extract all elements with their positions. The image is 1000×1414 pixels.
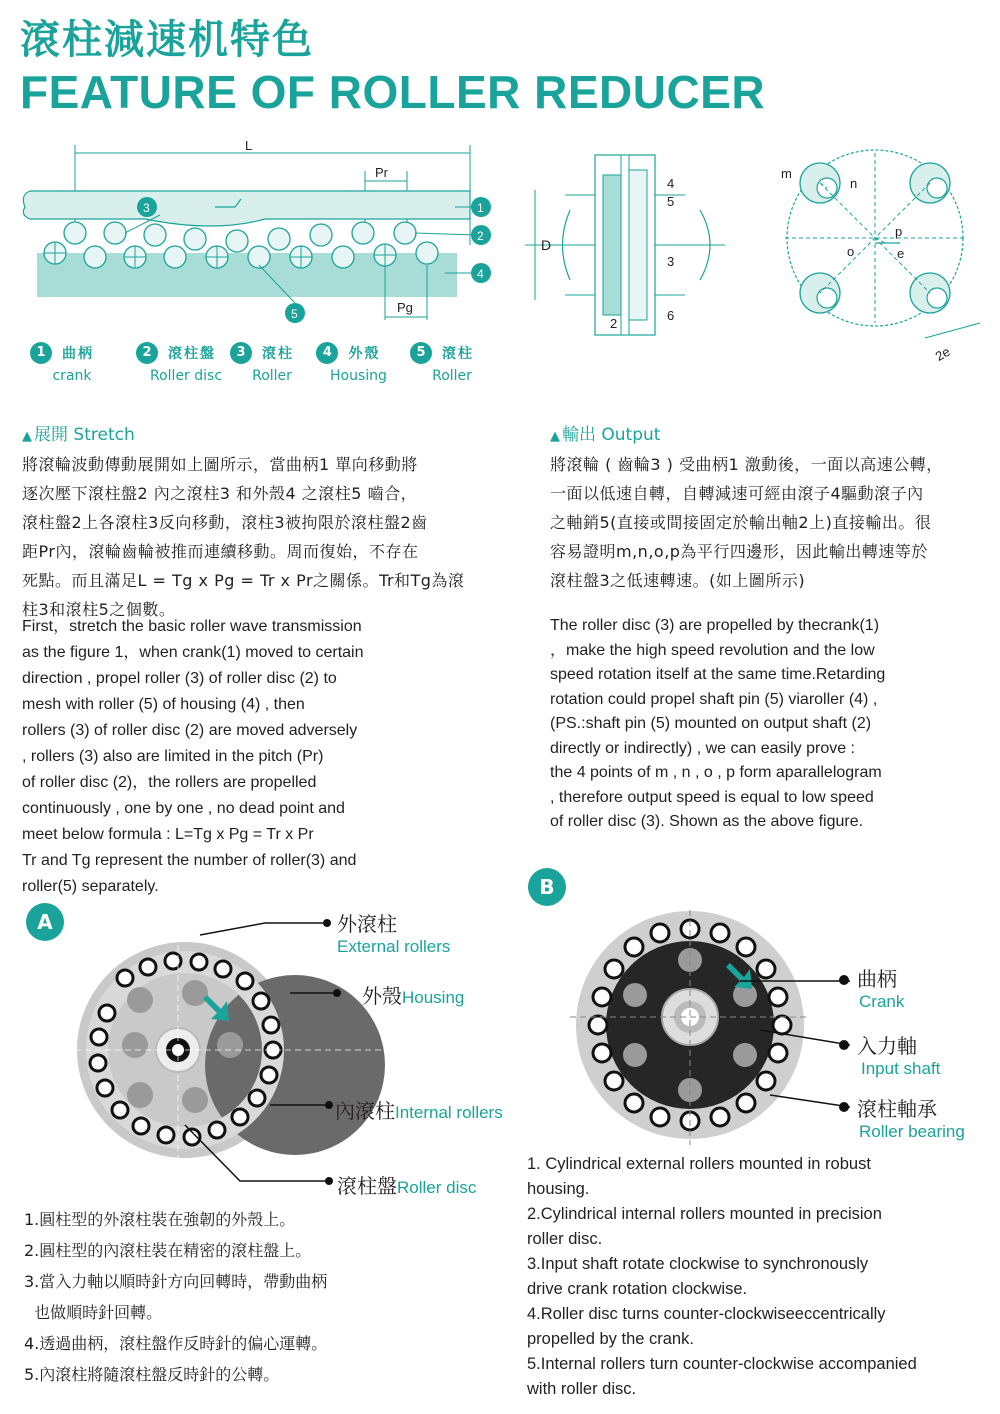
- output-heading-zh: 輸出: [562, 425, 596, 445]
- callout-zh: 外滾柱: [337, 912, 397, 936]
- callout-en: Internal rollers: [395, 1103, 503, 1122]
- legend-item-roller-disc: [130, 342, 222, 384]
- triangle-icon: ▲: [550, 429, 560, 444]
- callout-input-shaft: [843, 1030, 940, 1079]
- marker-sec-6: 6: [667, 308, 675, 323]
- label-2e: 2e: [932, 343, 953, 364]
- page-title-zh: 滾柱減速机特色: [20, 17, 314, 63]
- legend-item-housing: [310, 342, 387, 384]
- callout-crank: [843, 963, 904, 1012]
- text-line: 滾柱盤3之低速轉速。(如上圖所示): [550, 571, 806, 590]
- label-Pg: Pg: [397, 300, 413, 315]
- triangle-icon: ▲: [22, 429, 32, 444]
- legend-num: 1: [30, 342, 52, 364]
- legend-item-roller-2: [410, 342, 474, 384]
- text-line: 柱3和滾柱5之個數。: [22, 600, 176, 619]
- text-line: directly or indirectly) , we can easily prove :: [550, 739, 855, 757]
- text-line: ，make the high speed revolution and the low: [550, 641, 875, 659]
- legend-zh: 滾柱: [442, 346, 474, 362]
- list-item: 4.透過曲柄，滾柱盤作反時針的偏心運轉。: [24, 1334, 328, 1353]
- list-item: with roller disc.: [527, 1380, 637, 1398]
- stretch-en-paragraph: [22, 614, 492, 900]
- label-D: D: [541, 237, 552, 253]
- text-line: as the figure 1，when crank(1) moved to certain: [22, 644, 364, 661]
- legend-item-crank: [30, 342, 94, 384]
- list-item: drive crank rotation clockwise.: [527, 1280, 748, 1298]
- label-p: p: [895, 224, 903, 239]
- output-zh-paragraph: [550, 450, 990, 595]
- stretch-heading-en: Stretch: [73, 425, 135, 445]
- output-heading: [550, 420, 660, 445]
- callout-en: Roller bearing: [859, 1122, 965, 1141]
- legend-zh: 滾柱: [262, 346, 294, 362]
- text-line: mesh with roller (5) of housing (4) , then: [22, 696, 305, 713]
- text-line: 將滾輪波動傳動展開如上圖所示，當曲柄1 單向移動將: [22, 455, 418, 474]
- marker-1: 1: [477, 201, 484, 215]
- callout-en: Roller disc: [397, 1178, 477, 1197]
- text-line: rollers (3) of roller disc (2) are moved adversely: [22, 722, 358, 739]
- callout-zh: 曲柄: [857, 967, 897, 991]
- legend-item-roller: [230, 342, 294, 384]
- text-line: the 4 points of m , n , o , p form aparallelogram: [550, 764, 882, 781]
- callout-zh: 滾柱軸承: [857, 1097, 937, 1121]
- text-line: 將滾輪 ( 齒輪3 ) 受曲柄1 激動後，一面以高速公轉，: [550, 455, 943, 474]
- text-line: direction , propel roller (3) of roller disc (2) to: [22, 670, 337, 687]
- legend-en: Roller: [252, 368, 292, 384]
- label-L: L: [245, 138, 253, 153]
- list-item: 5.Internal rollers turn counter-clockwise accompanied: [527, 1355, 917, 1373]
- list-item: housing.: [527, 1180, 590, 1198]
- text-line: 一面以低速自轉，自轉減速可經由滾子4驅動滾子內: [550, 484, 924, 503]
- parts-legend: [30, 342, 490, 392]
- parallelogram-diagram: [775, 148, 995, 368]
- text-line: speed rotation itself at the same time.Retarding: [550, 666, 886, 683]
- text-line: of roller disc (3). Shown as the above figure.: [550, 813, 864, 830]
- text-line: 之軸銷5(直接或間接固定於輸出軸2上)直接輸出。很: [550, 513, 932, 532]
- legend-en: Roller disc: [150, 368, 223, 384]
- text-line: , rollers (3) also are limited in the pitch (Pr): [22, 748, 324, 765]
- callout-housing: [362, 980, 464, 1009]
- figure-b-illustration: [570, 905, 850, 1155]
- section-diagram: [525, 150, 745, 340]
- legend-num: 5: [410, 342, 432, 364]
- callout-en: Housing: [402, 988, 465, 1007]
- figure-b-badge: B: [528, 868, 566, 906]
- text-line: 死點。而且滿足L = Tg x Pg = Tr x Pr之關係。Tr和Tg為滾: [22, 571, 465, 590]
- callout-roller-disc: [337, 1170, 476, 1199]
- callout-en: External rollers: [337, 937, 451, 956]
- stretch-zh-paragraph: [22, 450, 492, 624]
- marker-sec-5: 5: [667, 194, 675, 209]
- marker-4: 4: [477, 267, 484, 281]
- marker-sec-3: 3: [667, 254, 675, 269]
- legend-en: crank: [52, 368, 92, 384]
- text-line: First，stretch the basic roller wave transmission: [22, 618, 362, 635]
- figure-b-list: [527, 1152, 987, 1402]
- text-line: (PS.:shaft pin (5) mounted on output shaft (2): [550, 715, 872, 732]
- stretch-diagram: [15, 135, 505, 335]
- callout-dots: [836, 972, 852, 1122]
- legend-num: 3: [230, 342, 252, 364]
- callout-internal-rollers: [335, 1095, 503, 1124]
- text-line: 距Pr內，滾輪齒輪被推而連續移動。周而復始，不存在: [22, 542, 419, 561]
- label-m: m: [781, 166, 792, 181]
- marker-5: 5: [291, 307, 298, 321]
- list-item: 5.內滾柱將隨滾柱盤反時針的公轉。: [24, 1365, 280, 1384]
- label-Pr: Pr: [375, 165, 388, 180]
- label-e: e: [897, 246, 905, 261]
- output-heading-en: Output: [601, 425, 661, 445]
- page-title-en: FEATURE OF ROLLER REDUCER: [20, 66, 766, 118]
- label-o: o: [847, 244, 855, 259]
- callout-en: Crank: [859, 992, 905, 1011]
- marker-2: 2: [477, 229, 484, 243]
- text-line: roller(5) separately.: [22, 878, 159, 895]
- list-item: 1. Cylindrical external rollers mounted in robust: [527, 1155, 871, 1173]
- text-line: , therefore output speed is equal to low speed: [550, 788, 874, 806]
- label-n: n: [850, 176, 858, 191]
- list-item: 4.Roller disc turns counter-clockwiseeccentrically: [527, 1305, 886, 1323]
- list-item: 2.圓柱型的內滾柱裝在精密的滾柱盤上。: [24, 1241, 312, 1260]
- callout-zh: 內滾柱: [335, 1099, 395, 1123]
- callout-external-rollers: [337, 908, 450, 957]
- list-item: propelled by the crank.: [527, 1330, 694, 1348]
- list-item: 也做順時針回轉。: [24, 1303, 163, 1322]
- callout-zh: 外殼: [362, 984, 402, 1008]
- marker-sec-2: 2: [610, 316, 618, 331]
- callout-zh: 入力軸: [857, 1034, 917, 1058]
- callout-roller-bearing: [843, 1093, 965, 1142]
- text-line: The roller disc (3) are propelled by thecrank(1): [550, 617, 880, 634]
- text-line: continuously , one by one , no dead point and: [22, 800, 345, 817]
- text-line: of roller disc (2)，the rollers are propelled: [22, 774, 317, 791]
- marker-sec-4: 4: [667, 176, 675, 191]
- stretch-heading: [22, 420, 135, 445]
- text-line: 容易證明m,n,o,p為平行四邊形，因此輸出轉速等於: [550, 542, 928, 561]
- text-line: 滾柱盤2上各滾柱3反向移動，滾柱3被拘限於滾柱盤2齒: [22, 513, 428, 532]
- callout-en: Input shaft: [861, 1059, 941, 1078]
- legend-zh: 曲柄: [62, 346, 94, 362]
- legend-en: Roller: [432, 368, 472, 384]
- list-item: roller disc.: [527, 1230, 603, 1248]
- legend-zh: 外殼: [348, 346, 381, 362]
- text-line: Tr and Tg represent the number of roller(3) and: [22, 852, 357, 869]
- stretch-heading-zh: 展開: [34, 425, 68, 445]
- text-line: meet below formula : L=Tg x Pg = Tr x Pr: [22, 826, 314, 843]
- marker-3: 3: [143, 201, 150, 215]
- list-item: 3.Input shaft rotate clockwise to synchronously: [527, 1255, 869, 1273]
- figure-a-badge: A: [26, 903, 64, 941]
- figure-a-list: [24, 1205, 494, 1391]
- text-line: rotation could propel shaft pin (5) viaroller (4) ,: [550, 690, 878, 708]
- legend-num: 2: [136, 342, 158, 364]
- callout-zh: 滾柱盤: [337, 1174, 397, 1198]
- legend-zh: 滾柱盤: [168, 346, 217, 362]
- text-line: 逐次壓下滾柱盤2 內之滾柱3 和外殼4 之滾柱5 嚙合，: [22, 484, 418, 503]
- legend-num: 4: [316, 342, 338, 364]
- list-item: 2.Cylindrical internal rollers mounted in precision: [527, 1205, 882, 1223]
- output-en-paragraph: [550, 614, 990, 835]
- legend-en: Housing: [330, 368, 387, 384]
- list-item: 3.當入力軸以順時針方向回轉時，帶動曲柄: [24, 1272, 328, 1291]
- list-item: 1.圓柱型的外滾柱裝在強韌的外殼上。: [24, 1210, 296, 1229]
